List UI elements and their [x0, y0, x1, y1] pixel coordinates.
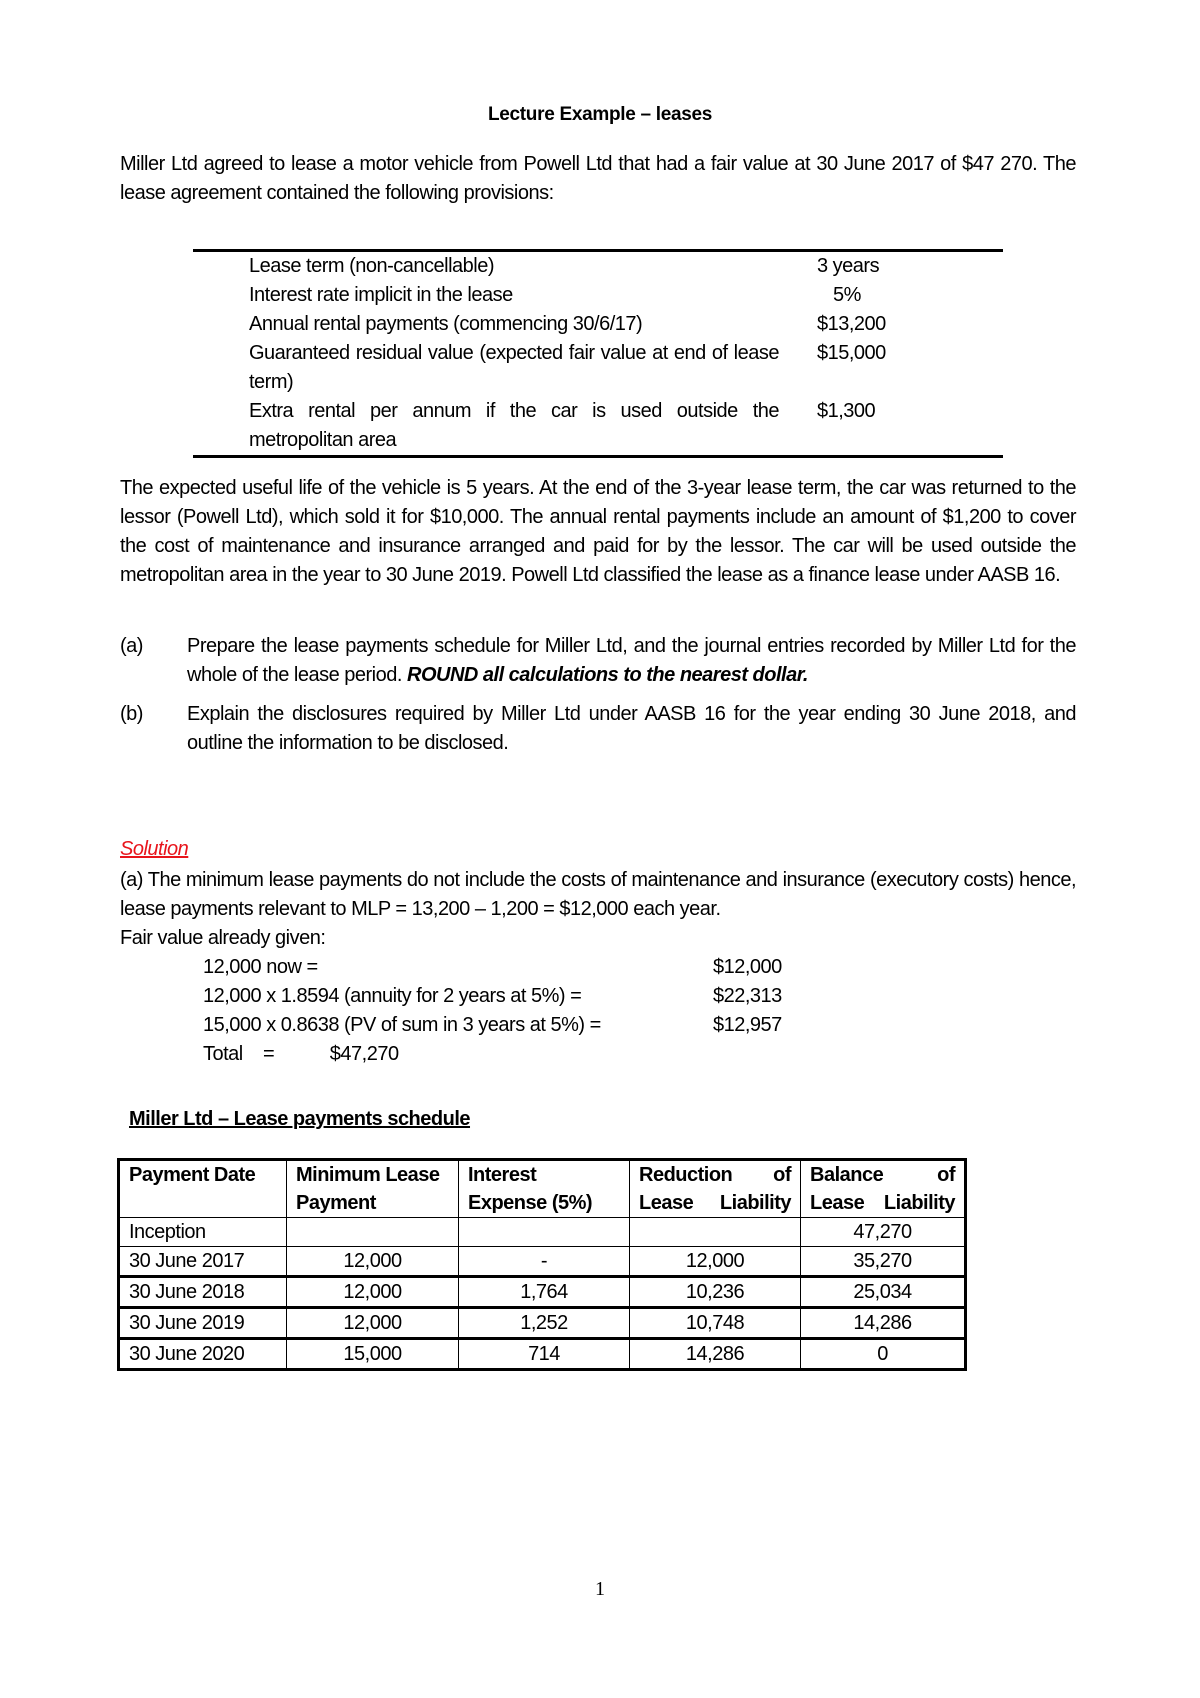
provision-value: $15,000	[817, 342, 886, 364]
provision-row	[193, 310, 1003, 339]
provision-row	[193, 281, 1003, 310]
cell-date: Inception	[119, 1218, 287, 1247]
table-row	[119, 1339, 966, 1370]
solution-paragraph: (a) The minimum lease payments do not include the costs of maintenance and insurance (executory costs) hence, lease payments relevant to MLP = 13,200 – 1,200 = $12,000 each year.	[120, 869, 1076, 920]
cell-balance: 25,034	[801, 1277, 966, 1308]
provision-row	[193, 251, 1003, 282]
cell-date: 30 June 2017	[119, 1247, 287, 1277]
cell-interest	[459, 1218, 630, 1247]
calc-expression: 12,000 x 1.8594 (annuity for 2 years at 5%) =	[203, 985, 582, 1007]
provision-row	[193, 339, 1003, 397]
cell-mlp: 12,000	[287, 1308, 459, 1339]
cell-balance: 0	[801, 1339, 966, 1370]
cell-mlp: 12,000	[287, 1247, 459, 1277]
cell-reduction: 10,236	[630, 1277, 801, 1308]
cell-date: 30 June 2020	[119, 1339, 287, 1370]
calc-result: $12,957	[713, 1014, 782, 1036]
provision-value: 3 years	[817, 255, 880, 277]
provision-label: Extra rental per annum if the car is used outside the metropolitan area	[249, 400, 779, 451]
cell-balance: 14,286	[801, 1308, 966, 1339]
column-header: Payment Date	[119, 1160, 287, 1218]
provision-label: Guaranteed residual value (expected fair value at end of lease term)	[249, 342, 779, 393]
question-a	[120, 632, 1076, 690]
provision-value: $13,200	[817, 313, 886, 335]
cell-interest: 714	[459, 1339, 630, 1370]
cell-reduction: 14,286	[630, 1339, 801, 1370]
table-header-row	[119, 1160, 966, 1218]
provision-value: 5%	[833, 284, 861, 306]
provision-label: Lease term (non-cancellable)	[249, 255, 495, 277]
solution-heading: Solution	[120, 838, 189, 860]
page-title: Lecture Example – leases	[487, 104, 713, 125]
fair-value-label: Fair value already given:	[120, 927, 326, 949]
question-emphasis: ROUND all calculations to the nearest dollar.	[407, 664, 808, 686]
provision-row	[193, 397, 1003, 457]
table-row	[119, 1247, 966, 1277]
page-number: 1	[595, 1578, 605, 1600]
cell-mlp: 15,000	[287, 1339, 459, 1370]
cell-interest: 1,764	[459, 1277, 630, 1308]
cell-interest: -	[459, 1247, 630, 1277]
cell-reduction: 12,000	[630, 1247, 801, 1277]
question-b	[120, 700, 1076, 758]
question-label: (a)	[120, 635, 143, 657]
cell-reduction	[630, 1218, 801, 1247]
question-label: (b)	[120, 703, 143, 725]
intro-paragraph: Miller Ltd agreed to lease a motor vehicle from Powell Ltd that had a fair value at 30 June 2017 of $47 270. The lease agreement contained the following provisions:	[120, 153, 1076, 204]
provision-label: Annual rental payments (commencing 30/6/17)	[249, 313, 643, 335]
calc-expression: 15,000 x 0.8638 (PV of sum in 3 years at 5%) =	[203, 1014, 601, 1036]
cell-mlp	[287, 1218, 459, 1247]
schedule-title: Miller Ltd – Lease payments schedule	[129, 1108, 471, 1130]
calc-expression: 12,000 now =	[203, 956, 318, 978]
provisions-table	[193, 249, 1003, 458]
lease-schedule-table	[117, 1158, 967, 1371]
question-body: Prepare the lease payments schedule for Miller Ltd, and the journal entries recorded by Miller Ltd for the whole of the lease period.	[187, 635, 1076, 686]
facts-paragraph: The expected useful life of the vehicle is 5 years. At the end of the 3-year lease term, the car was returned to the lessor (Powell Ltd), which sold it for $10,000. The annual rental payments include an amount of $1,200 to cover the cost of maintenance and insurance arranged and paid for by the lessor. The car will be used outside the metropolitan area in the year to 30 June 2019. Powell Ltd classified the lease as a finance lease under AASB 16.	[120, 477, 1076, 586]
calc-total: Total = $47,270	[203, 1043, 399, 1065]
cell-date: 30 June 2018	[119, 1277, 287, 1308]
column-header: Reduction of Lease Liability	[630, 1160, 801, 1218]
table-row	[119, 1218, 966, 1247]
table-row	[119, 1277, 966, 1308]
cell-balance: 47,270	[801, 1218, 966, 1247]
question-text	[187, 632, 1076, 690]
cell-interest: 1,252	[459, 1308, 630, 1339]
question-text: Explain the disclosures required by Miller Ltd under AASB 16 for the year ending 30 June 2018, and outline the information to be disclosed.	[187, 703, 1076, 754]
table-row	[119, 1308, 966, 1339]
column-header: Minimum Lease Payment	[287, 1160, 459, 1218]
provision-value: $1,300	[817, 400, 876, 422]
column-header: Balance of Lease Liability	[801, 1160, 966, 1218]
cell-date: 30 June 2019	[119, 1308, 287, 1339]
calc-result: $22,313	[713, 985, 782, 1007]
cell-mlp: 12,000	[287, 1277, 459, 1308]
cell-balance: 35,270	[801, 1247, 966, 1277]
cell-reduction: 10,748	[630, 1308, 801, 1339]
calc-result: $12,000	[713, 956, 782, 978]
column-header: Interest Expense (5%)	[459, 1160, 630, 1218]
provision-label: Interest rate implicit in the lease	[249, 284, 513, 306]
